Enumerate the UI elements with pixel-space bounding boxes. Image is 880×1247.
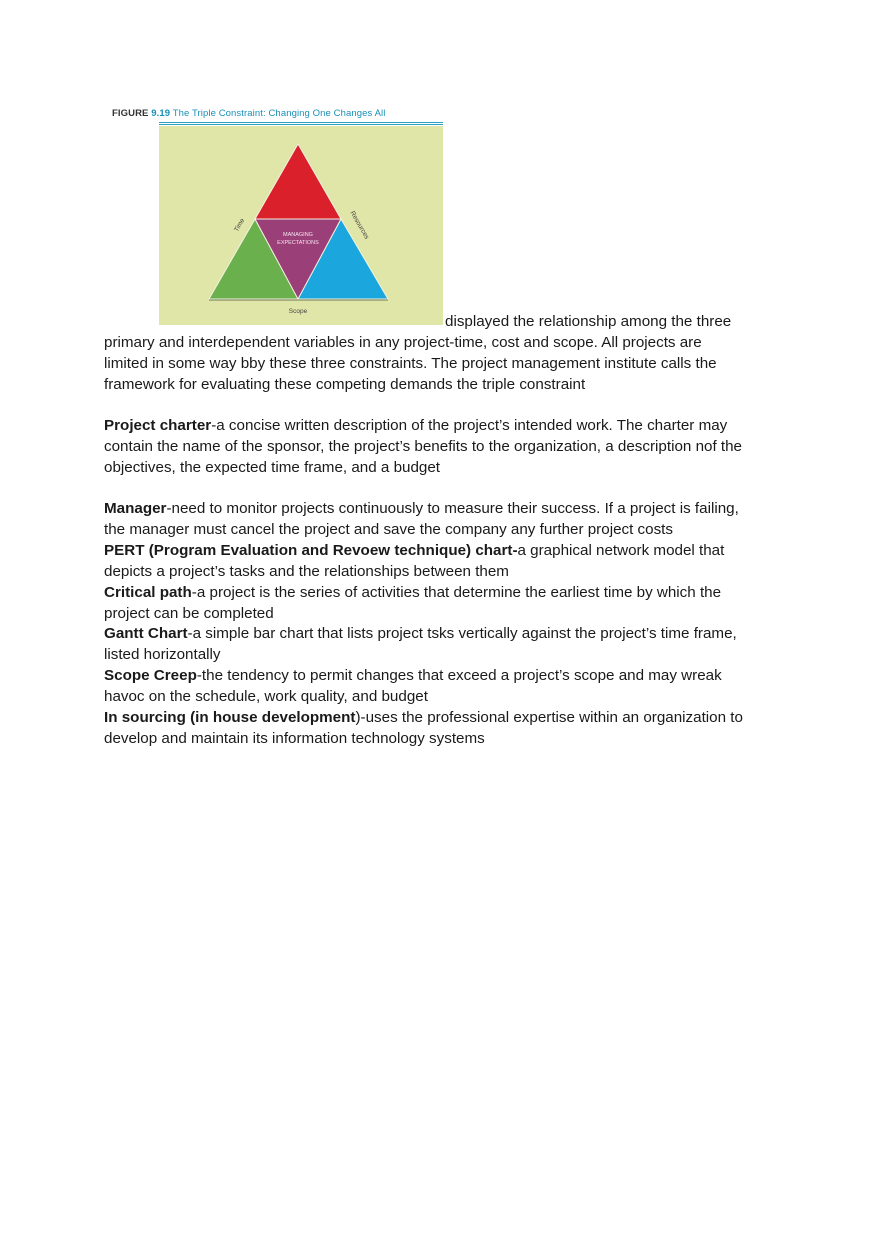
definition-term: In sourcing (in house development [104, 709, 356, 727]
definition-line: listed horizontally [104, 646, 221, 664]
definition-text: a graphical network model that [517, 541, 725, 559]
figure-caption [112, 108, 385, 119]
figure-word: FIGURE [112, 108, 149, 119]
definition-line [104, 499, 784, 520]
definitions-list [104, 499, 784, 750]
charter-text-1: -a concise written description of the project’s intended work. The charter may [211, 417, 728, 434]
definition-line: depicts a project’s tasks and the relationships between them [104, 562, 509, 580]
definition-line: project can be completed [104, 604, 274, 622]
definition-text: -need to monitor projects continuously to measure their success. If a project is failing, [166, 500, 739, 517]
definition-term: Manager [104, 500, 167, 517]
definition-term: Critical path [104, 583, 192, 601]
definition-term: Scope Creep [104, 667, 197, 685]
charter-line-3: objectives, the expected time frame, and a budget [104, 458, 441, 476]
triple-constraint-figure [159, 126, 443, 325]
figure-title: The Triple Constraint: Changing One Changes All [172, 108, 386, 119]
figure-number: 9.19 [151, 108, 171, 119]
intro-line-4: framework for evaluating these competing demands the triple constraint [104, 375, 586, 393]
definition-text: -the tendency to permit changes that exceed a project’s scope and may wreak [196, 667, 722, 685]
side-label-resources: Resources [348, 210, 371, 241]
charter-paragraph [104, 416, 784, 479]
center-label-1: MANAGING [283, 232, 313, 238]
intro-line-1: displayed the relationship among the three [445, 313, 732, 330]
charter-line-1 [104, 416, 784, 437]
definition-line: the manager must cancel the project and save the company any further project costs [104, 520, 673, 538]
definition-text: )-uses the professional expertise within an organization to [355, 709, 743, 727]
charter-term: Project charter [104, 417, 212, 434]
top-triangle [255, 144, 341, 219]
side-label-scope: Scope [288, 308, 308, 315]
definition-text: -a project is the series of activities that determine the earliest time by which the [191, 583, 722, 601]
intro-paragraph [104, 333, 784, 396]
intro-line-2: primary and interdependent variables in any project-time, cost and scope. All projects are [104, 334, 702, 351]
figure-rule [159, 122, 443, 125]
definition-text: -a simple bar chart that lists project tsks vertically against the project’s time frame, [187, 625, 737, 643]
center-label-2: EXPECTATIONS [277, 240, 319, 246]
definition-line [104, 541, 784, 562]
definition-line [104, 583, 784, 604]
definition-term: Gantt Chart [104, 625, 188, 643]
definition-line [104, 624, 784, 645]
intro-line-3: limited in some way bby these three constraints. The project management institute calls the [104, 354, 717, 372]
definition-line [104, 666, 784, 687]
definition-line [104, 708, 784, 729]
charter-line-2: contain the name of the sponsor, the project’s benefits to the organization, a description nof the [104, 437, 743, 455]
definition-line: havoc on the schedule, work quality, and budget [104, 688, 428, 706]
side-label-time: Time [233, 217, 247, 234]
definition-term: PERT (Program Evaluation and Revoew technique) chart- [104, 541, 518, 559]
definition-line: develop and maintain its information technology systems [104, 729, 485, 747]
triple-constraint-diagram [159, 126, 443, 325]
